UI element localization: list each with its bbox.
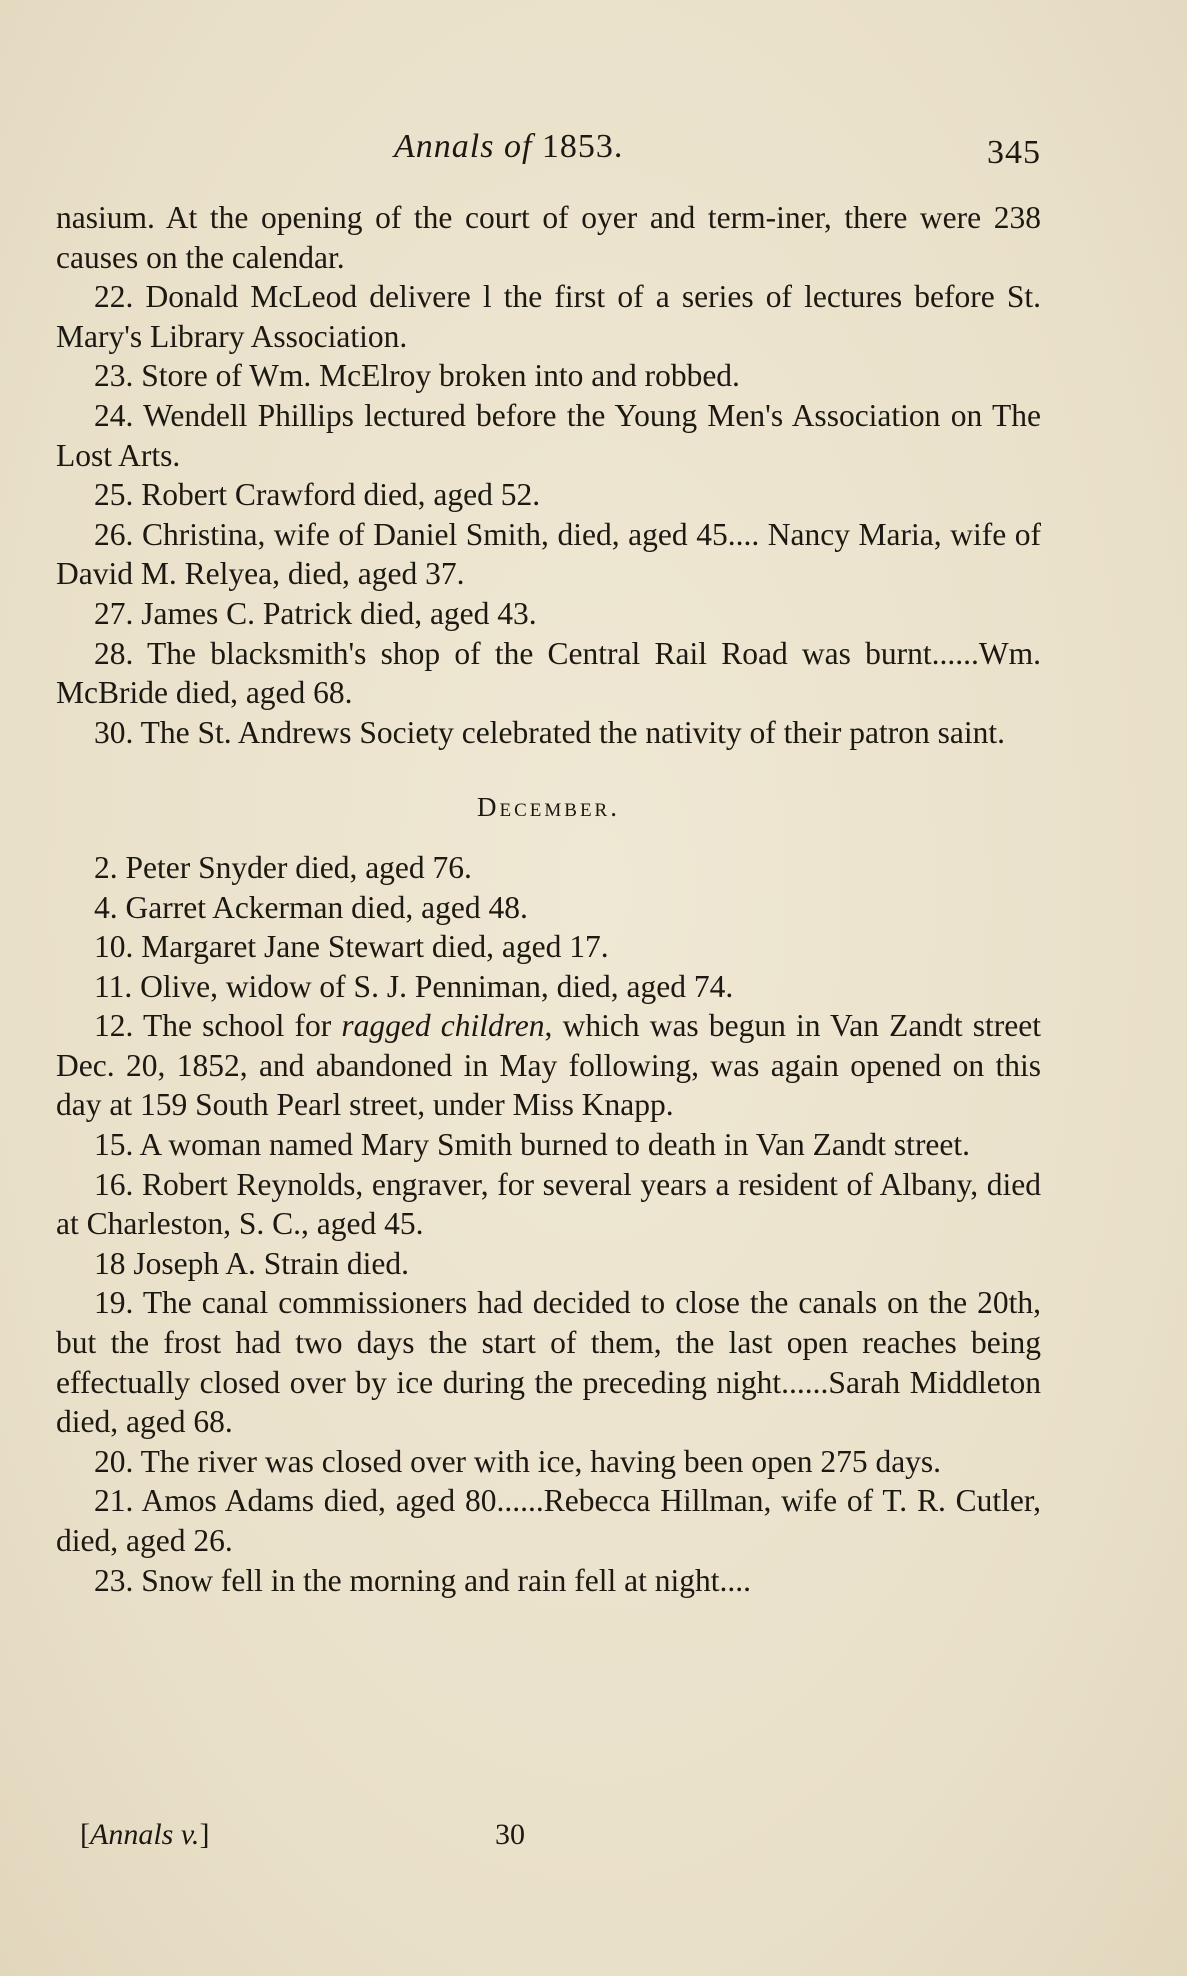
body-text [56,198,1041,1600]
entry-nov-23: 23. Store of Wm. McElroy broken into and robbed. [94,358,740,394]
signature-bracket-close: ] [199,1818,210,1851]
entry-dec-23: 23. Snow fell in the morning and rain fell at night.... [94,1562,752,1598]
entry-dec-12-start: 12. The school for [94,1008,342,1044]
entry-dec-19: 19. The canal commissioners had decided to close the canals on the 20th, but the frost had two days the start of them, the last open reaches being effectually closed over by ice during the preceding night......Sarah Middleton died, aged 68. [56,1285,1041,1440]
entry-dec-12-end: , which was begun in Van Zandt street Dec. 20, 1852, and abandoned in May following, was again opened on this day at 159 South Pearl street, under Miss Knapp. [56,1008,1042,1123]
page-footer [0,1818,1187,1858]
entry-continuation: nasium. At the opening of the court of oyer and term-iner, there were 238 causes on the calendar. [56,200,1041,275]
signature-mark [80,1818,209,1852]
entry-nov-26: 26. Christina, wife of Daniel Smith, died, aged 45.... Nancy Maria, wife of David M. Relyea, died, aged 37. [56,516,1041,592]
running-title-year: 1853. [541,128,624,165]
entry-dec-18: 18 Joseph A. Strain died. [94,1245,409,1281]
entry-nov-27: 27. James C. Patrick died, aged 43. [94,595,537,631]
entry-nov-25: 25. Robert Crawford died, aged 52. [94,477,541,513]
running-head [0,128,1187,178]
page-number: 345 [987,134,1041,171]
entry-nov-30: 30. The St. Andrews Society celebrated the nativity of their patron saint. [94,714,1005,750]
running-title [394,128,623,166]
entry-dec-11: 11. Olive, widow of S. J. Penniman, died, aged 74. [94,968,734,1004]
entry-dec-4: 4. Garret Ackerman died, aged 48. [94,889,528,925]
signature-italic: Annals v. [90,1818,200,1851]
entry-nov-28: 28. The blacksmith's shop of the Central Rail Road was burnt......Wm. McBride died, aged 68. [56,635,1041,711]
entry-dec-21: 21. Amos Adams died, aged 80......Rebecca Hillman, wife of T. R. Cutler, died, aged 26. [56,1483,1041,1558]
entry-dec-2: 2. Peter Snyder died, aged 76. [94,849,472,885]
signature-number: 30 [495,1818,525,1851]
section-heading-december: December. [477,792,620,823]
entry-nov-22: 22. Donald McLeod delivere l the first of a series of lectures before St. Mary's Library Association. [56,279,1041,354]
entry-dec-20: 20. The river was closed over with ice, having been open 275 days. [94,1443,942,1479]
signature-bracket-open: [ [80,1818,90,1851]
entry-dec-10: 10. Margaret Jane Stewart died, aged 17. [94,929,609,965]
entry-nov-24: 24. Wendell Phillips lectured before the Young Men's Association on The Lost Arts. [56,397,1041,473]
entry-dec-16: 16. Robert Reynolds, engraver, for several years a resident of Albany, died at Charleston, S. C., aged 45. [56,1166,1041,1242]
entry-dec-12-italic: ragged children [341,1008,545,1044]
entry-dec-12 [56,1006,1041,1125]
entry-dec-15: 15. A woman named Mary Smith burned to death in Van Zandt street. [94,1127,971,1163]
running-title-italic: Annals of [394,128,533,165]
